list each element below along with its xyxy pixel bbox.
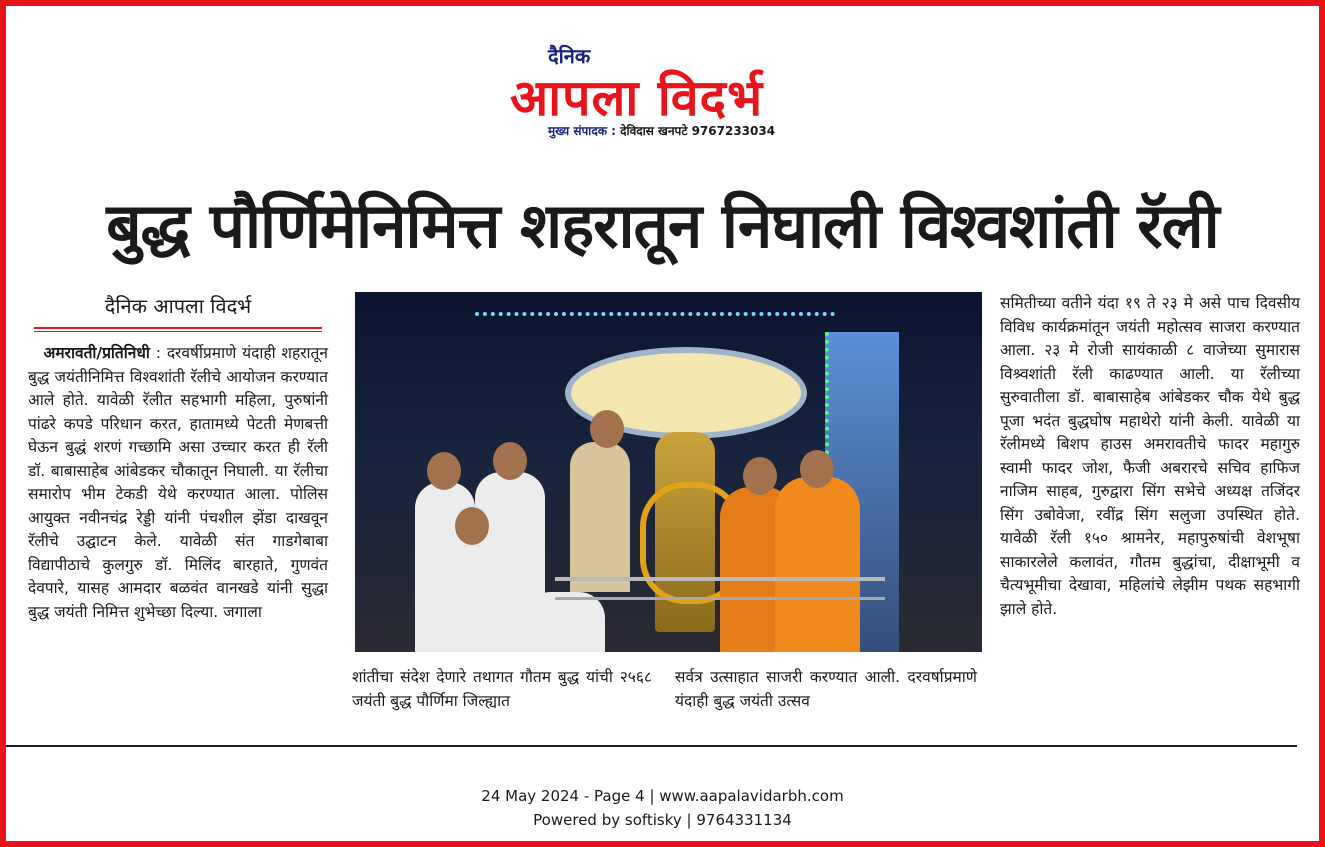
- photo-person: [525, 592, 605, 652]
- photo-person-head: [800, 450, 834, 488]
- editor-value: देविदास खनपटे 9767233034: [620, 124, 776, 138]
- footer-powered-by: Powered by softisky | 9764331134: [533, 811, 792, 829]
- column-1-body: : दरवर्षीप्रमाणे यंदाही शहरातून बुद्ध जयंतीनिमित्त विश्वशांती रॅलीचे आयोजन करण्यात आले होते. यावेळी रॅलीत सहभागी महिला, पुरुषांनी पांढरे कपडे परिधान करत, हातामध्ये पेटती मेणबत्ती घेऊन बुद्धं शरणं गच्छामि असा उच्चार करत ही रॅली डॉ. बाबासाहेब आंबेडकर चौकातून निघाली. या रॅलीचा समारोप भीम टेकडी येथे करण्यात आला. पोलिस आयुक्त नवीनचंद्र रेड्डी यांनी पंचशील झेंडा दाखवून रॅलीचे उद्घाटन केले. यावेळी संत गाडगेबाबा विद्यापीठाचे कुलगुरु डॉ. मिलिंद बारहाते, गुणवंत देवपारे, यासह आमदार बळवंत वानखडे यांनी सुद्धा बुद्ध जयंती निमित्त शुभेच्छा दिल्या. जगाला: [28, 344, 328, 621]
- byline: दैनिक आपला विदर्भ: [104, 294, 252, 318]
- article-column-3: [1000, 292, 1300, 621]
- editor-label: मुख्य संपादक :: [548, 124, 616, 138]
- photo-caption-right: [675, 666, 977, 713]
- footer-divider: [6, 745, 1297, 747]
- photo-person-head: [493, 442, 527, 480]
- byline-rule: [34, 327, 322, 332]
- caption-left-text: शांतीचा संदेश देणारे तथागत गौतम बुद्ध यांची २५६८ जयंती बुद्ध पौर्णिमा जिल्ह्यात: [352, 668, 652, 710]
- masthead-editor: [548, 122, 775, 139]
- page-footer: [0, 784, 1325, 832]
- photo-monk: [775, 477, 860, 652]
- article-column-1: [28, 292, 328, 624]
- dateline-place: अमरावती/प्रतिनिधी: [43, 344, 150, 362]
- photo-railing: [555, 577, 885, 581]
- photo-railing: [555, 597, 885, 600]
- masthead-daily: दैनिक: [548, 44, 591, 68]
- photo-person-head: [590, 410, 624, 448]
- article-headline: बुद्ध पौर्णिमेनिमित्त शहरातून निघाली विश्वशांती रॅली: [106, 189, 1219, 262]
- footer-date-page: 24 May 2024 - Page 4 | www.aapalavidarbh.com: [481, 787, 844, 805]
- photo-person: [435, 542, 515, 652]
- photo-person-head: [743, 457, 777, 495]
- photo-police-officer: [570, 442, 630, 592]
- masthead-title: आपला विदर्भ: [510, 69, 764, 127]
- caption-right-text: सर्वत्र उत्साहात साजरी करण्यात आली. दरवर्षाप्रमाणे यंदाही बुद्ध जयंती उत्सव: [675, 668, 977, 710]
- photo-person-head: [455, 507, 489, 545]
- article-photo: [355, 292, 982, 652]
- column-3-text: समितीच्या वतीने यंदा १९ ते २३ मे असे पाच दिवसीय विविध कार्यक्रमांतून जयंती महोत्सव साजरा करण्यात आला. २३ मे रोजी सायंकाळी ८ वाजेच्या सुमारास विश्र्वशांती रॅली काढण्यात आली. या रॅलीच्या सुरुवातीला डॉ. बाबासाहेब आंबेडकर चौक येथे बुद्ध पूजा भदंत बुद्धघोष महाथेरो यांनी केली. यावेळी या रॅलीमध्ये बिशप हाउस अमरावतीचे फादर महागुरु स्वामी फादर जोश, फैजी अबरारचे सचिव हाफिज नाजिम साहब, गुरुद्वारा सिंग सभेचे अध्यक्ष तजिंदर सिंग उबोवेजा, रवींद्र सिंग सलुजा उपस्थित होते. यावेळी रॅली १५० श्रामनेर, महापुरुषांची वेशभूषा साकारलेले कलावंत, गौतम बुद्धांचा, दीक्षाभूमी व चैत्यभूमीचा देखावा, महिलांचे लेझीम पथक सहभागी झाले होते.: [1000, 294, 1300, 618]
- column-1-text: [28, 342, 328, 624]
- photo-caption-left: [352, 666, 652, 713]
- photo-person-head: [427, 452, 461, 490]
